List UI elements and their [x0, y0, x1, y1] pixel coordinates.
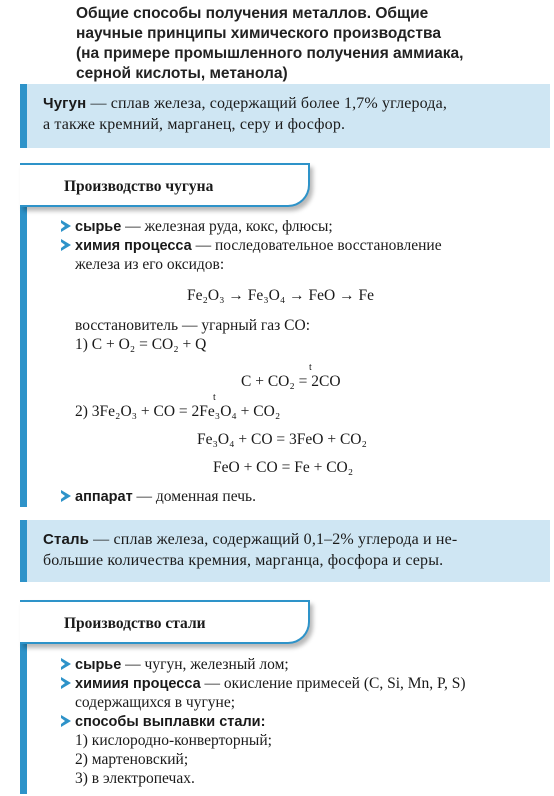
- bullet-arrow-icon: [61, 715, 71, 727]
- list-item: [75, 218, 333, 236]
- item-term: сырье: [75, 219, 122, 235]
- item-text-continued: железа из его оксидов:: [75, 256, 225, 273]
- list-item: [75, 488, 256, 506]
- item-text-continued: содержащихся в чугуне;: [75, 694, 236, 711]
- equation-3: Fe₃O₄ + CO = 3FeO + CO₂: [197, 431, 367, 448]
- title-line: (на примере промышленного получения аммиака,: [76, 45, 464, 62]
- method-item: 3) в электропечах.: [75, 770, 195, 787]
- chugun-production-section: [20, 163, 550, 507]
- method-item: 2) мартеновский;: [75, 751, 189, 768]
- reductant-text: восстановитель — угарный газ CO:: [75, 317, 311, 334]
- definition-line: [43, 93, 538, 114]
- equation-1b: C + CO₂ = 2CO: [241, 373, 341, 390]
- item-term: аппарат: [75, 489, 133, 505]
- item-text: — окисление примесей (C, Si, Mn, P, S): [200, 675, 466, 692]
- oxide-chain-formula: Fe₂O₃ → Fe₃O₄ → FeO → Fe: [187, 287, 374, 304]
- heat-symbol: t: [309, 362, 312, 373]
- title-line: научные принципы химического производства: [76, 25, 441, 42]
- section-header: Производство чугуна: [20, 163, 310, 207]
- equation-4: FeO + CO = Fe + CO₂: [213, 459, 354, 476]
- item-term: химия процесса: [75, 238, 192, 254]
- definition-line: большие количества кремния, марганца, фосфора и серы.: [43, 552, 444, 569]
- equation-2: 2) 3Fe₂O₃ + CO = 2Fe₃O₄ + CO₂: [75, 403, 281, 420]
- item-term: способы выплавки стали:: [75, 714, 266, 730]
- bullet-arrow-icon: [61, 490, 71, 502]
- bullet-arrow-icon: [61, 658, 71, 670]
- method-item: 1) кислородно-конверторный;: [75, 732, 272, 749]
- definition-term: Сталь: [43, 531, 90, 548]
- title-line: Общие способы получения металлов. Общие: [76, 5, 429, 22]
- bullet-arrow-icon: [61, 677, 71, 689]
- page-title: [76, 4, 546, 84]
- stal-definition-box: [20, 520, 550, 582]
- section-header: Производство стали: [20, 600, 310, 644]
- definition-line: [43, 529, 538, 550]
- item-term: сырье: [75, 657, 122, 673]
- equation-1: 1) C + O₂ = CO₂ + Q: [75, 336, 207, 353]
- item-term: химиия процесса: [75, 676, 201, 692]
- stal-production-section: [20, 600, 550, 794]
- item-text: — последовательное восстановление: [191, 237, 442, 254]
- item-text: — доменная печь.: [132, 488, 256, 505]
- list-item: [75, 656, 289, 674]
- definition-text: — сплав железа, содержащий 0,1–2% углерода и не-: [89, 531, 458, 548]
- title-line: серной кислоты, метанола): [76, 65, 288, 82]
- definition-line: а также кремний, марганец, серу и фосфор.: [43, 116, 346, 133]
- definition-text: — сплав железа, содержащий более 1,7% углерода,: [86, 95, 447, 112]
- item-text: — чугун, железный лом;: [121, 656, 289, 673]
- bullet-arrow-icon: [61, 220, 71, 232]
- heat-symbol: t: [213, 392, 216, 403]
- bullet-arrow-icon: [61, 239, 71, 251]
- item-text: — железная руда, кокс, флюсы;: [121, 218, 333, 235]
- chugun-definition-box: [20, 84, 550, 148]
- definition-term: Чугун: [43, 95, 87, 112]
- list-item: [75, 675, 466, 693]
- list-item: [75, 237, 442, 255]
- list-item: [75, 713, 265, 731]
